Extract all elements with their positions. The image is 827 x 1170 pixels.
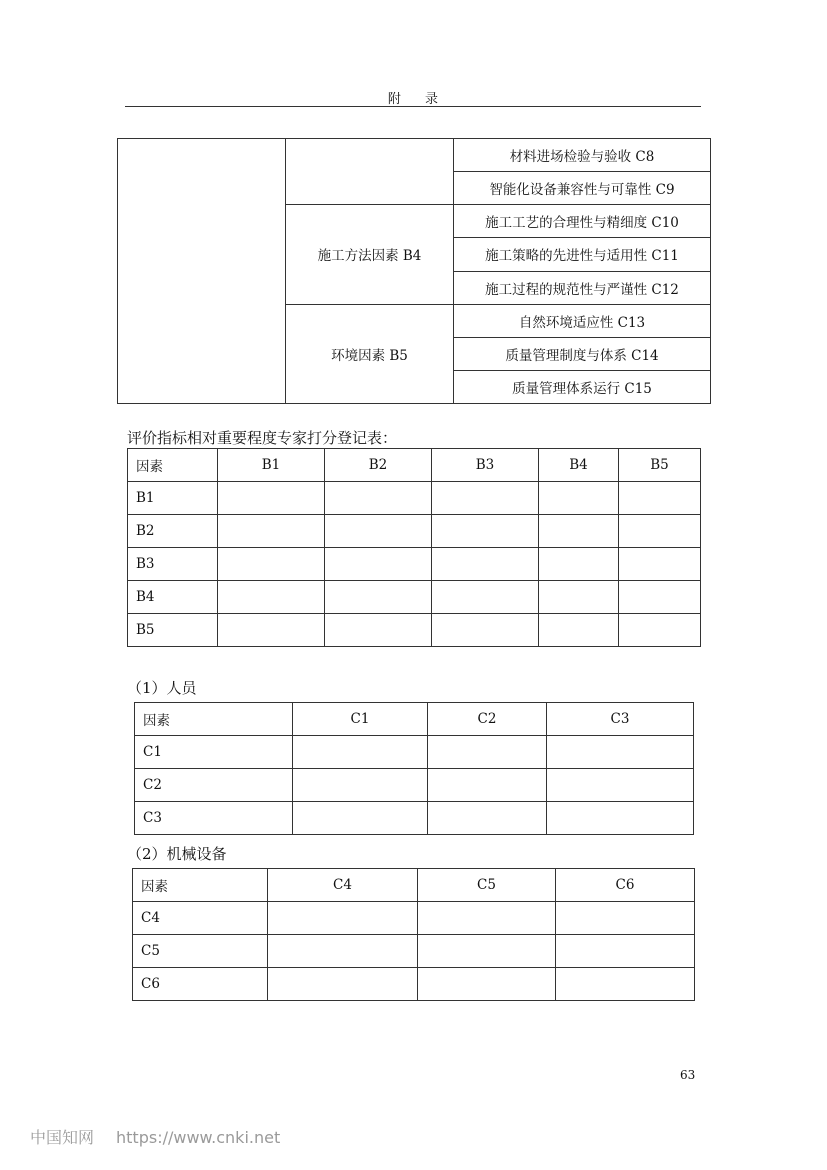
score-cell[interactable]	[325, 482, 432, 515]
table-c2-row-header: C4	[133, 902, 268, 935]
score-cell[interactable]	[539, 614, 619, 647]
score-cell[interactable]	[218, 482, 325, 515]
table-row	[133, 968, 695, 1001]
score-cell[interactable]	[432, 581, 539, 614]
score-cell[interactable]	[428, 769, 547, 802]
table-row	[135, 769, 694, 802]
score-cell[interactable]	[619, 614, 701, 647]
table-c2	[132, 868, 695, 1001]
table-c1-col-header: C3	[547, 703, 694, 736]
score-cell[interactable]	[428, 736, 547, 769]
score-cell[interactable]	[539, 581, 619, 614]
table-b-col-header: B3	[432, 449, 539, 482]
score-cell[interactable]	[325, 614, 432, 647]
score-cell[interactable]	[418, 935, 556, 968]
table-c1-col-header: C2	[428, 703, 547, 736]
score-cell[interactable]	[539, 548, 619, 581]
score-cell[interactable]	[428, 802, 547, 835]
score-cell[interactable]	[547, 769, 694, 802]
table-row	[128, 548, 701, 581]
score-cell[interactable]	[293, 802, 428, 835]
score-cell[interactable]	[619, 581, 701, 614]
watermark-brand: 中国知网	[30, 1128, 95, 1147]
index-cell-c: 质量管理制度与体系 C14	[454, 337, 711, 370]
score-cell[interactable]	[218, 614, 325, 647]
score-cell[interactable]	[539, 482, 619, 515]
score-cell[interactable]	[268, 935, 418, 968]
score-cell[interactable]	[325, 515, 432, 548]
table-row	[128, 515, 701, 548]
table-row	[128, 581, 701, 614]
score-cell[interactable]	[619, 482, 701, 515]
score-cell[interactable]	[218, 581, 325, 614]
table-c1-col-header: C1	[293, 703, 428, 736]
table-row	[135, 802, 694, 835]
score-cell[interactable]	[418, 968, 556, 1001]
page-number: 63	[680, 1068, 696, 1082]
header-rule	[125, 106, 701, 107]
table-c2-row-header: C6	[133, 968, 268, 1001]
score-cell[interactable]	[547, 802, 694, 835]
score-cell[interactable]	[547, 736, 694, 769]
score-cell[interactable]	[418, 902, 556, 935]
table-c1-row-header: C1	[135, 736, 293, 769]
table-row	[133, 902, 695, 935]
table-c1-corner: 因素	[135, 703, 293, 736]
index-cell-b: 环境因素 B5	[286, 304, 454, 403]
score-cell[interactable]	[218, 548, 325, 581]
index-table	[117, 138, 711, 404]
score-cell[interactable]	[539, 515, 619, 548]
score-cell[interactable]	[556, 902, 695, 935]
score-cell[interactable]	[293, 736, 428, 769]
table-b-row-header: B2	[128, 515, 218, 548]
table-c1-caption: （1）人员	[127, 679, 197, 697]
index-cell-c: 材料进场检验与验收 C8	[454, 139, 711, 172]
table-b-row-header: B1	[128, 482, 218, 515]
table-c1	[134, 702, 694, 835]
page-header: 附 录	[387, 92, 449, 107]
index-cell-b: 施工方法因素 B4	[286, 205, 454, 304]
table-b-row-header: B5	[128, 614, 218, 647]
score-cell[interactable]	[325, 548, 432, 581]
table-c2-corner: 因素	[133, 869, 268, 902]
table-b-caption: 评价指标相对重要程度专家打分登记表：	[127, 429, 398, 447]
table-b-col-header: B5	[619, 449, 701, 482]
table-c1-row-header: C2	[135, 769, 293, 802]
index-cell-b	[286, 139, 454, 205]
index-cell-c: 施工工艺的合理性与精细度 C10	[454, 205, 711, 238]
table-c2-row-header: C5	[133, 935, 268, 968]
table-b-col-header: B2	[325, 449, 432, 482]
score-cell[interactable]	[325, 581, 432, 614]
watermark	[30, 1125, 280, 1148]
score-cell[interactable]	[293, 769, 428, 802]
score-cell[interactable]	[432, 482, 539, 515]
score-cell[interactable]	[619, 515, 701, 548]
score-cell[interactable]	[556, 935, 695, 968]
table-c2-caption: （2）机械设备	[127, 845, 227, 863]
table-b	[127, 448, 701, 647]
score-cell[interactable]	[268, 902, 418, 935]
table-c2-col-header: C5	[418, 869, 556, 902]
score-cell[interactable]	[556, 968, 695, 1001]
table-b-col-header: B1	[218, 449, 325, 482]
index-cell-a	[118, 139, 286, 404]
table-row	[135, 736, 694, 769]
score-cell[interactable]	[432, 548, 539, 581]
table-c2-col-header: C6	[556, 869, 695, 902]
table-b-row-header: B4	[128, 581, 218, 614]
table-b-col-header: B4	[539, 449, 619, 482]
table-b-corner: 因素	[128, 449, 218, 482]
table-c1-row-header: C3	[135, 802, 293, 835]
index-cell-c: 施工策略的先进性与适用性 C11	[454, 238, 711, 271]
index-cell-c: 自然环境适应性 C13	[454, 304, 711, 337]
table-row	[133, 935, 695, 968]
score-cell[interactable]	[619, 548, 701, 581]
table-b-row-header: B3	[128, 548, 218, 581]
index-cell-c: 智能化设备兼容性与可靠性 C9	[454, 172, 711, 205]
score-cell[interactable]	[218, 515, 325, 548]
watermark-url: https://www.cnki.net	[116, 1128, 281, 1147]
table-row	[128, 482, 701, 515]
table-row	[128, 614, 701, 647]
score-cell[interactable]	[432, 515, 539, 548]
table-c2-col-header: C4	[268, 869, 418, 902]
score-cell[interactable]	[432, 614, 539, 647]
index-cell-c: 质量管理体系运行 C15	[454, 370, 711, 403]
index-cell-c: 施工过程的规范性与严谨性 C12	[454, 271, 711, 304]
score-cell[interactable]	[268, 968, 418, 1001]
